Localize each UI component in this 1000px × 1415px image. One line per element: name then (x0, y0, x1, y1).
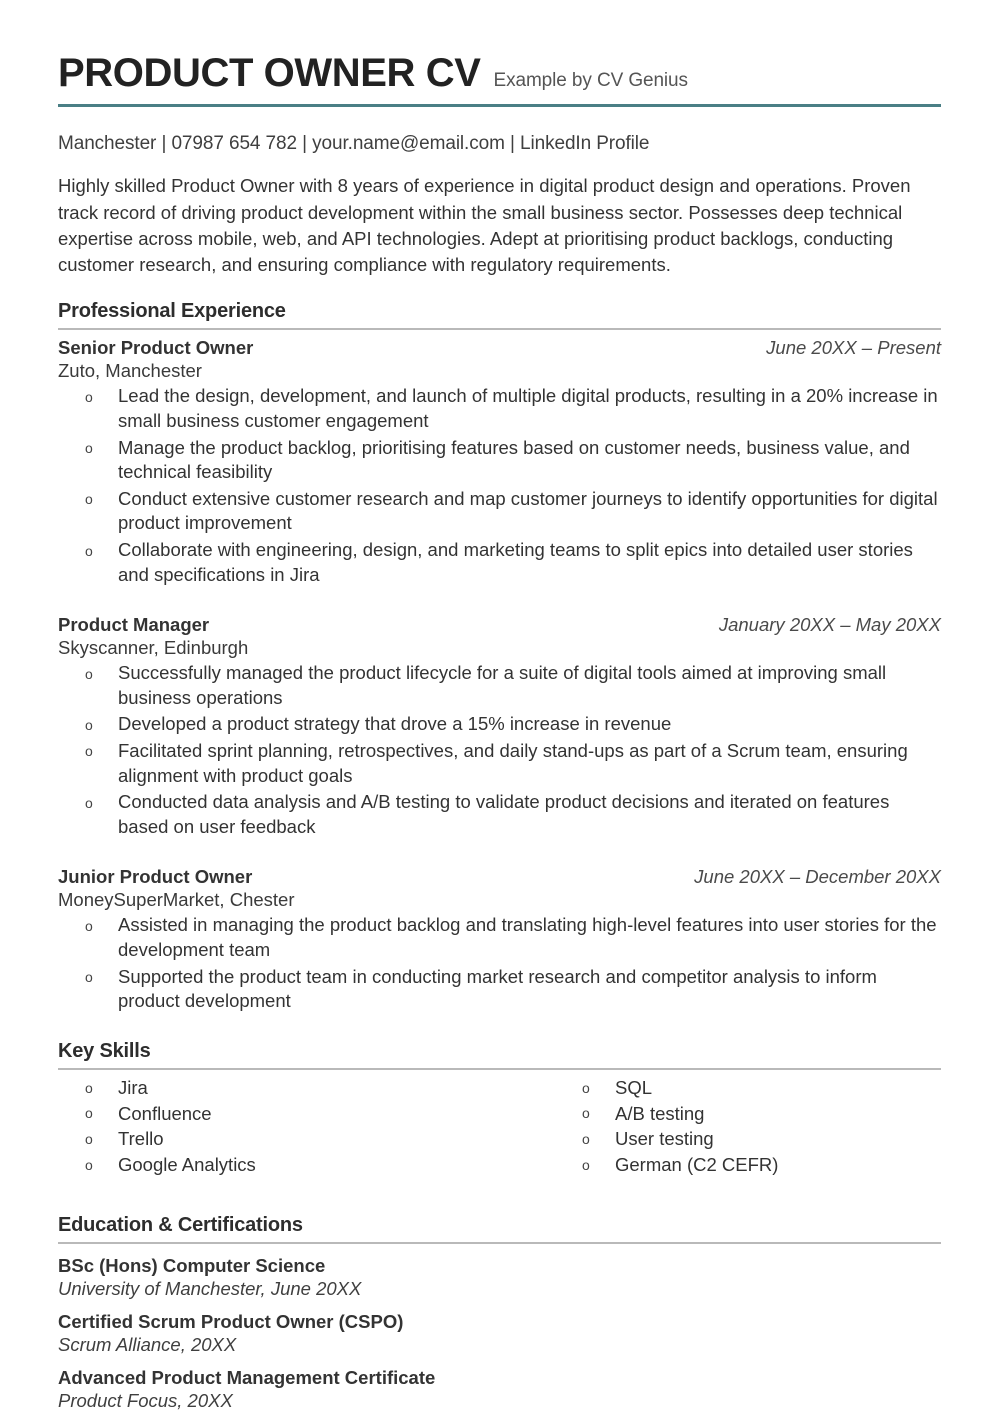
section-divider (58, 328, 941, 330)
skills-column-right (555, 1074, 941, 1177)
page-subtitle: Example by CV Genius (493, 70, 688, 91)
experience-entry (58, 866, 941, 1013)
job-title: Product Manager (58, 614, 210, 636)
experience-entry-header (58, 614, 941, 636)
education-entry (58, 1367, 941, 1412)
job-bullet-list (58, 913, 941, 1013)
list-item: o Jira (58, 1076, 555, 1099)
job-bullet-list (58, 661, 941, 839)
list-item: o Conducted data analysis and A/B testing to validate product decisions and iterated on features based on user feedback (58, 790, 941, 839)
education-degree: Advanced Product Management Certificate (58, 1367, 436, 1389)
section-divider (58, 1242, 941, 1244)
education-institution: University of Manchester, June 20XX (58, 1278, 362, 1300)
job-title: Senior Product Owner (58, 337, 254, 359)
list-item: o Supported the product team in conducting market research and competitor analysis to inform product development (58, 965, 941, 1014)
list-item: o Successfully managed the product lifecycle for a suite of digital tools aimed at improving small business operations (58, 661, 941, 710)
education-degree: Certified Scrum Product Owner (CSPO) (58, 1311, 404, 1333)
job-dates: January 20XX – May 20XX (718, 614, 941, 636)
list-item: o Facilitated sprint planning, retrospectives, and daily stand-ups as part of a Scrum team, ensuring alignment with product goals (58, 739, 941, 788)
list-item: o Manage the product backlog, prioritising features based on customer needs, business value, and technical feasibility (58, 436, 941, 485)
list-item: o Google Analytics (58, 1153, 555, 1176)
job-bullet-list (58, 384, 941, 587)
section-divider (58, 1068, 941, 1070)
section-professional-experience (58, 300, 941, 1013)
job-company: Zuto, Manchester (58, 360, 202, 382)
list-item: o Trello (58, 1127, 555, 1150)
list-item: o A/B testing (555, 1102, 941, 1125)
list-item: o Developed a product strategy that drove a 15% increase in revenue (58, 712, 941, 737)
section-heading-skills: Key Skills (58, 1039, 151, 1062)
experience-entry (58, 337, 941, 587)
list-item: o User testing (555, 1127, 941, 1150)
skills-columns (58, 1074, 941, 1177)
section-key-skills (58, 1040, 941, 1177)
education-degree: BSc (Hons) Computer Science (58, 1255, 326, 1277)
professional-summary: Highly skilled Product Owner with 8 years of experience in digital product design and operations. Proven track record of driving product development within the small business sector. Possesses deep technical expertise across mobile, web, and API technologies. Adept at prioritising product backlogs, conducting customer research, and ensuring compliance with regulatory requirements. (58, 175, 911, 276)
job-title: Junior Product Owner (58, 866, 253, 888)
contact-line: Manchester | 07987 654 782 | your.name@email.com | LinkedIn Profile (58, 133, 650, 155)
experience-entry-header (58, 866, 941, 888)
skills-list (58, 1076, 555, 1176)
section-education-certifications (58, 1214, 941, 1412)
experience-entry (58, 614, 941, 839)
job-dates: June 20XX – Present (766, 337, 941, 359)
skills-list (555, 1076, 941, 1176)
experience-entry-header (58, 337, 941, 359)
list-item: o Collaborate with engineering, design, and marketing teams to split epics into detailed user stories and specifications in Jira (58, 538, 941, 587)
job-company: MoneySuperMarket, Chester (58, 889, 295, 911)
cv-header (58, 52, 941, 94)
page-title: PRODUCT OWNER CV (58, 51, 481, 95)
education-entry (58, 1311, 941, 1356)
list-item: o SQL (555, 1076, 941, 1099)
header-accent-divider (58, 104, 941, 107)
section-heading-experience: Professional Experience (58, 300, 286, 323)
job-company: Skyscanner, Edinburgh (58, 637, 249, 659)
education-institution: Scrum Alliance, 20XX (58, 1334, 237, 1356)
job-dates: June 20XX – December 20XX (694, 866, 941, 888)
list-item: o Lead the design, development, and launch of multiple digital products, resulting in a 20% increase in small business customer engagement (58, 384, 941, 433)
list-item: o Conduct extensive customer research and map customer journeys to identify opportunities for digital product improvement (58, 487, 941, 536)
education-institution: Product Focus, 20XX (58, 1390, 233, 1412)
section-heading-education: Education & Certifications (58, 1214, 303, 1237)
list-item: o Confluence (58, 1102, 555, 1125)
list-item: o German (C2 CEFR) (555, 1153, 941, 1176)
list-item: o Assisted in managing the product backlog and translating high-level features into user stories for the development team (58, 913, 941, 962)
skills-column-left (58, 1074, 555, 1177)
education-entry (58, 1255, 941, 1300)
